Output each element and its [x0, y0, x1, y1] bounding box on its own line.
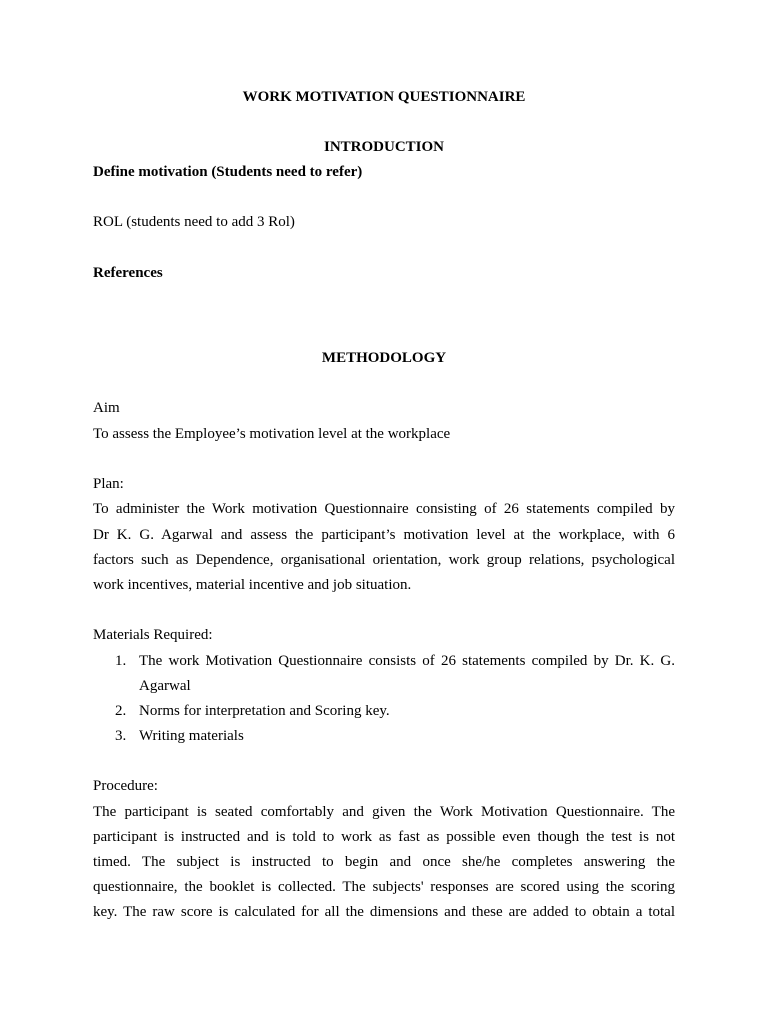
procedure-line: questionnaire, the booklet is collected. The subjects' responses are scored using the scoring [93, 879, 675, 895]
methodology-heading: METHODOLOGY [321, 350, 447, 366]
plan-line: To administer the Work motivation Questionnaire consisting of 26 statements compiled by [93, 501, 675, 517]
plan-label: Plan: [93, 476, 124, 492]
rol-line: ROL (students need to add 3 Rol) [93, 214, 295, 230]
aim-text: To assess the Employee’s motivation level at the workplace [93, 426, 451, 442]
list-item-number: 3. [115, 728, 127, 744]
procedure-line: timed. The subject is instructed to begin and once she/he completes answering the [93, 854, 675, 870]
procedure-line: participant is instructed and is told to work as fast as possible even though the test is not [93, 829, 675, 845]
plan-line: factors such as Dependence, organisational orientation, work group relations, psychological [93, 552, 675, 568]
references-heading: References [93, 265, 163, 281]
document-title: WORK MOTIVATION QUESTIONNAIRE [242, 89, 526, 105]
list-item-continuation: Agarwal [139, 678, 191, 694]
procedure-label: Procedure: [93, 778, 158, 794]
list-item: Writing materials [139, 728, 244, 744]
plan-line: work incentives, material incentive and job situation. [93, 577, 412, 593]
procedure-line: The participant is seated comfortably and given the Work Motivation Questionnaire. The [93, 804, 675, 820]
aim-label: Aim [93, 400, 120, 416]
list-item: The work Motivation Questionnaire consists of 26 statements compiled by Dr. K. G. [139, 653, 675, 669]
list-item-number: 2. [115, 703, 127, 719]
define-motivation-line: Define motivation (Students need to refer) [93, 164, 363, 180]
list-item-number: 1. [115, 653, 127, 669]
materials-label: Materials Required: [93, 627, 213, 643]
plan-line: Dr K. G. Agarwal and assess the participant’s motivation level at the workplace, with 6 [93, 527, 675, 543]
introduction-heading: INTRODUCTION [323, 139, 444, 155]
procedure-line: key. The raw score is calculated for all the dimensions and these are added to obtain a total [93, 904, 675, 920]
list-item: Norms for interpretation and Scoring key. [139, 703, 390, 719]
